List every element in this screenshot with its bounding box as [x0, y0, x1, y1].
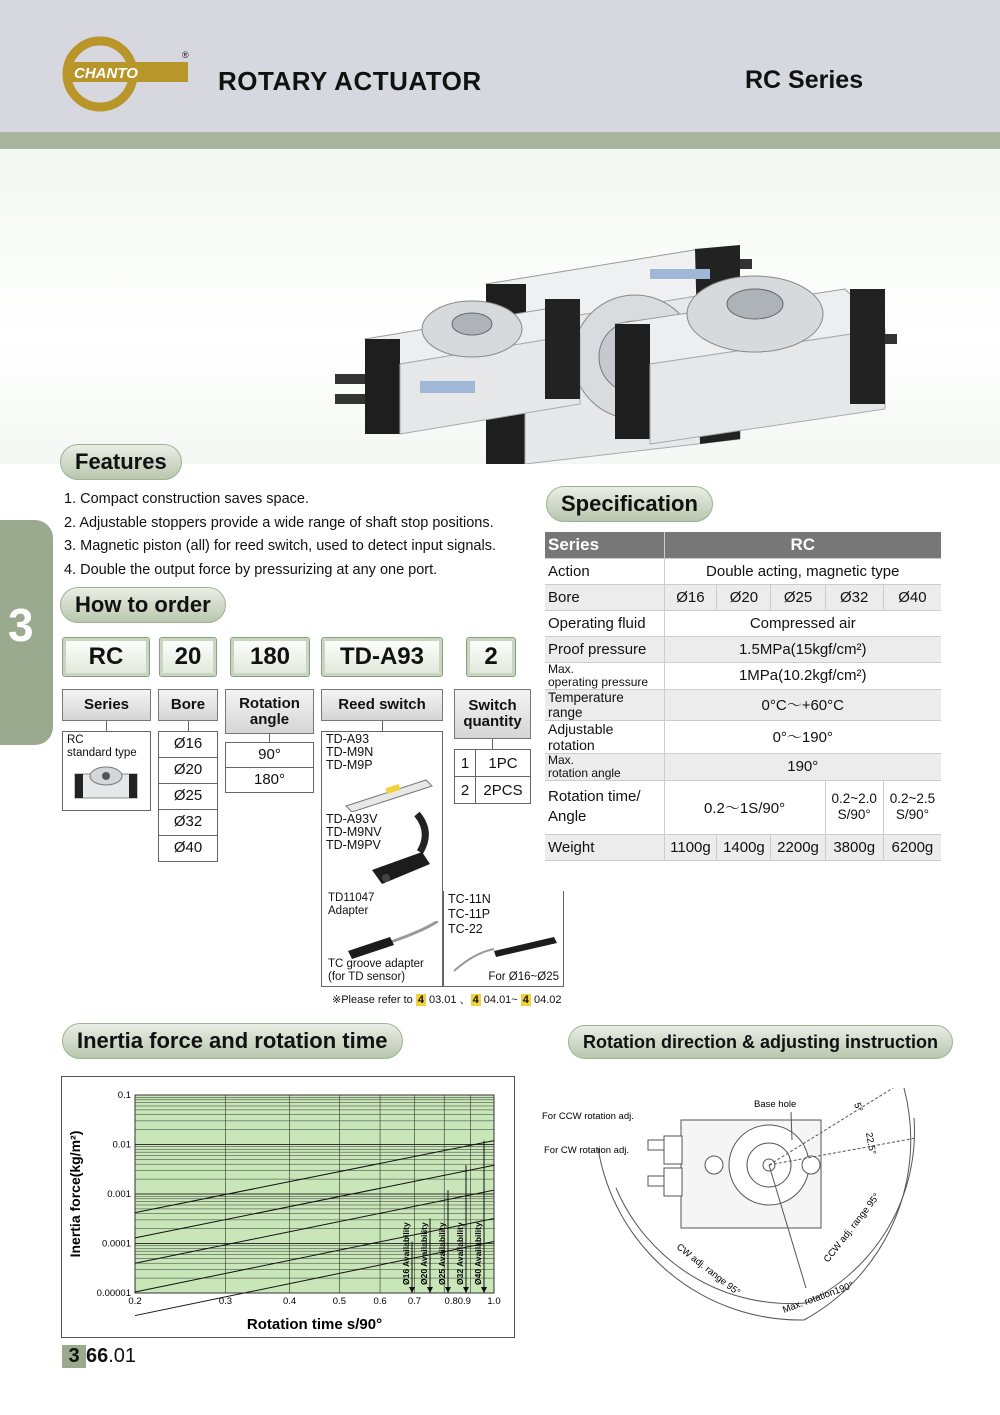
how-to-order-heading: How to order	[60, 587, 226, 623]
y-tick-label: 0.001	[107, 1189, 131, 1200]
y-tick-label: 0.00001	[96, 1288, 131, 1299]
bore-option: Ø20	[158, 757, 218, 784]
label-switch-quantity: Switch quantity	[454, 689, 531, 739]
rotation-heading: Rotation direction & adjusting instruction	[568, 1025, 953, 1059]
code-bore: 20	[159, 637, 217, 677]
product-photo	[0, 149, 1000, 464]
switch-option-td-a93: TD-A93 TD-M9N TD-M9P	[321, 731, 443, 813]
td-a93v-image	[322, 812, 442, 890]
bore-option: Ø16	[158, 731, 218, 758]
x-tick-label: 0.80.9	[444, 1296, 471, 1307]
switch-option-tc: TC-11N TC-11P TC-22 For Ø16~Ø25	[443, 891, 564, 987]
availability-label: Ø32 Availability	[455, 1222, 465, 1285]
specification-heading: Specification	[546, 486, 713, 522]
svg-text:Base hole: Base hole	[754, 1099, 797, 1110]
label-reed-switch: Reed switch	[321, 689, 443, 721]
features-list	[64, 488, 496, 582]
svg-text:CCW adj. range 95°: CCW adj. range 95°	[821, 1191, 883, 1265]
qty-code: 1	[454, 749, 476, 777]
td-a93-image	[326, 772, 440, 812]
svg-text:CHANTO: CHANTO	[74, 65, 138, 82]
rc-standard-image	[67, 760, 147, 805]
feature-item: 3. Magnetic piston (all) for reed switch, used to detect input signals.	[64, 538, 496, 555]
availability-label: Ø16 Availability	[401, 1222, 411, 1285]
code-quantity: 2	[466, 637, 516, 677]
svg-text:22.5°: 22.5°	[863, 1131, 878, 1156]
availability-label: Ø40 Availability	[473, 1222, 483, 1285]
x-tick-label: 0.5	[332, 1296, 346, 1307]
inertia-chart	[61, 1076, 515, 1338]
page-title: ROTARY ACTUATOR	[218, 66, 482, 96]
x-tick-label: 0.6	[373, 1296, 387, 1307]
series-option: RC standard type	[62, 731, 151, 811]
switch-option-td-a93v: TD-A93V TD-M9NV TD-M9PV	[321, 812, 443, 892]
svg-text:For CW rotation adj.: For CW rotation adj.	[544, 1145, 629, 1156]
page-number: 3 66.01	[62, 1345, 136, 1368]
x-tick-label: 0.7	[407, 1296, 422, 1307]
qty-value: 2PCS	[475, 776, 531, 804]
y-tick-label: 0.0001	[101, 1238, 131, 1250]
x-axis-label: Rotation time s/90°	[246, 1316, 383, 1333]
svg-text:CW adj. range 95°: CW adj. range 95°	[674, 1241, 743, 1299]
header-band	[0, 132, 1000, 149]
td11047-adapter-image	[328, 921, 438, 961]
svg-text:5°: 5°	[851, 1101, 865, 1114]
qty-code: 2	[454, 776, 476, 804]
x-tick-label: 0.2	[128, 1296, 142, 1307]
code-reed-switch: TD-A93	[321, 637, 443, 677]
spec-table: Series RC Action Double acting, magnetic type Bore Ø16 Ø20 Ø25 Ø32 Ø40 Operating fluid Compressed air Proof pressure 1.5MPa(15kgf/cm²) Max. operating pressure 1MPa(10.2kgf/cm²) Temperature range 0°C～+60°C Adjustable rotation 0°～190° Max. rotation angle 190° Rotation time/ Angle 0.2～1S/90° 0.2~2.0 S/90° 0.2~2.5 S/90° Weight 1100g 1400g 2200g 3800g 6200g	[545, 532, 941, 861]
availability-label: Ø20 Availability	[419, 1222, 429, 1285]
feature-item: 2. Adjustable stoppers provide a wide range of shaft stop positions.	[64, 514, 494, 531]
tc-sensor-image	[444, 933, 562, 973]
order-footnote: ※Please refer to 4 03.01 、 4 04.01~ 4 04.02	[332, 994, 562, 1006]
inertia-heading: Inertia force and rotation time	[62, 1023, 403, 1059]
angle-option: 90°	[225, 742, 314, 768]
y-tick-label: 0.1	[117, 1090, 131, 1101]
section-number: 3	[8, 599, 34, 651]
svg-text:Max. rotation190°: Max. rotation190°	[781, 1279, 856, 1316]
bore-option: Ø40	[158, 835, 218, 862]
product-photo-area	[0, 149, 1000, 464]
label-rotation-angle: Rotation angle	[225, 689, 314, 734]
availability-label: Ø25 Availability	[437, 1222, 447, 1285]
y-tick-label: 0.01	[112, 1139, 131, 1151]
feature-item: 4. Double the output force by pressurizing at any one port.	[64, 561, 438, 578]
angle-option: 180°	[225, 767, 314, 793]
switch-option-td11047: TD11047 Adapter TC groove adapter (for TD sensor)	[321, 891, 443, 987]
code-series: RC	[62, 637, 150, 677]
label-series: Series	[62, 689, 151, 721]
svg-text:®: ®	[182, 50, 189, 60]
inertia-chart-svg	[62, 1077, 514, 1337]
series-title: RC Series	[745, 66, 864, 94]
x-tick-label: 0.4	[283, 1296, 297, 1307]
features-heading: Features	[60, 444, 182, 480]
rotation-diagram	[536, 1088, 936, 1328]
y-axis-label: Inertia force(kg/m²)	[67, 1130, 83, 1258]
x-tick-label: 0.3	[218, 1296, 233, 1307]
svg-text:For CCW rotation adj.: For CCW rotation adj.	[542, 1111, 634, 1122]
feature-item: 1. Compact construction saves space.	[64, 491, 310, 507]
chanto-logo	[62, 36, 192, 116]
x-tick-label: 1.0	[487, 1296, 501, 1307]
bore-option: Ø25	[158, 783, 218, 810]
qty-value: 1PC	[475, 749, 531, 777]
code-angle: 180	[230, 637, 310, 677]
bore-option: Ø32	[158, 809, 218, 836]
label-bore: Bore	[158, 689, 218, 721]
